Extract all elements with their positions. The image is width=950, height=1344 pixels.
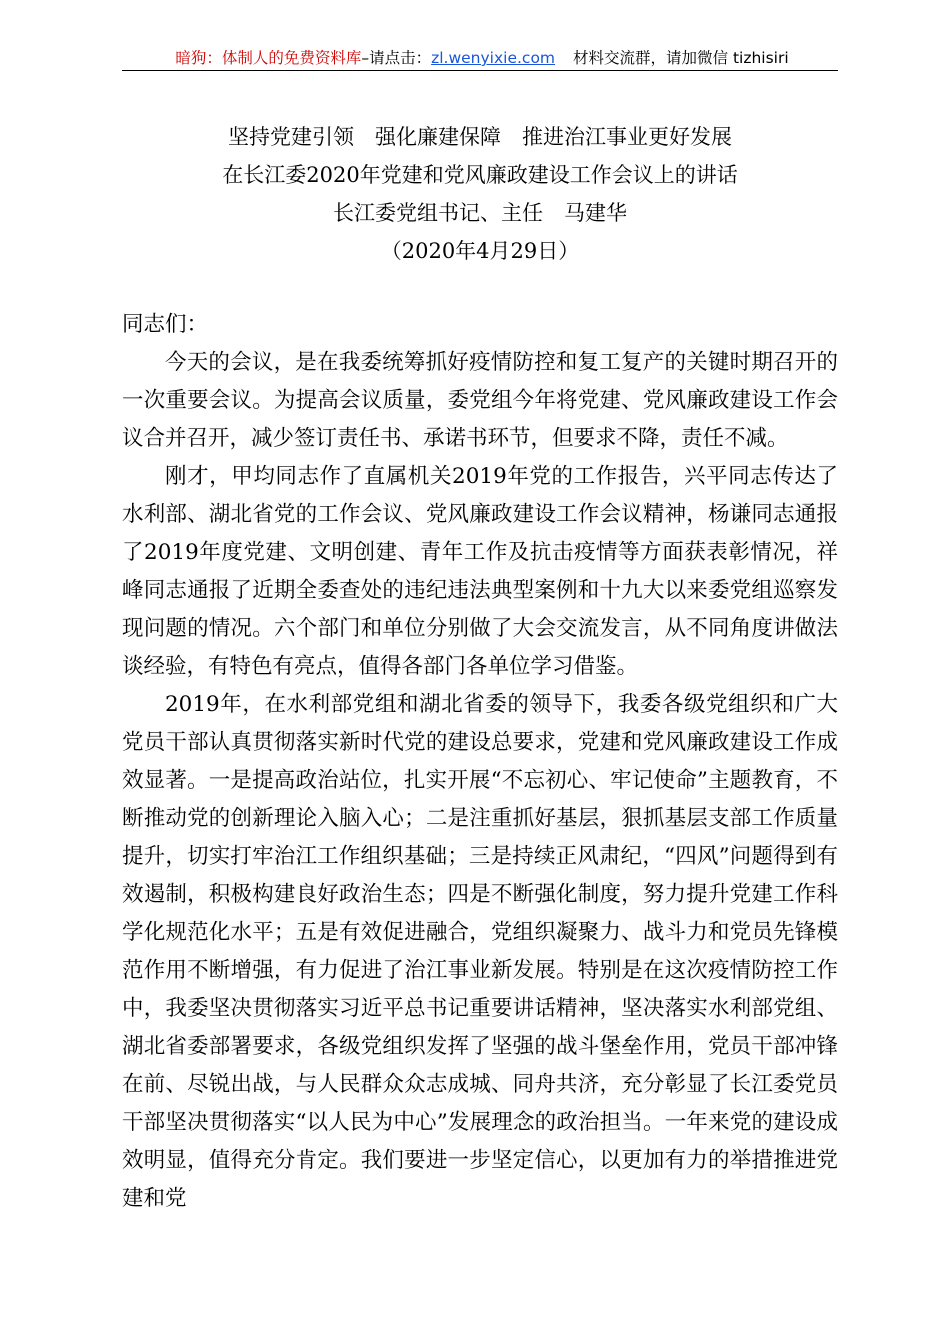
- header-divider: [122, 70, 838, 71]
- salutation: 同志们：: [122, 312, 209, 337]
- document-body: [122, 306, 838, 1218]
- header-brand: 暗狗：体制人的免费资料库: [175, 49, 362, 67]
- page-header: [122, 46, 842, 70]
- document-author: 长江委党组书记、主任 马建华: [333, 201, 627, 225]
- header-link[interactable]: zl.wenyixie.com: [431, 49, 556, 67]
- document-subtitle: 在长江委2020年党建和党风廉政建设工作会议上的讲话: [222, 163, 738, 187]
- paragraph: 刚才，甲均同志作了直属机关2019年党的工作报告，兴平同志传达了水利部、湖北省党的工作会议、党风廉政建设工作会议精神，杨谦同志通报了2019年度党建、文明创建、青年工作及抗击疫情等方面获表彰情况，祥峰同志通报了近期全委查处的违纪违法典型案例和十九大以来委党组巡察发现问题的情况。六个部门和单位分别做了大会交流发言，从不同角度讲做法谈经验，有特色有亮点，值得各部门各单位学习借鉴。: [122, 464, 838, 679]
- header-prompt: –请点击：: [361, 49, 432, 67]
- document-title-block: [122, 118, 838, 270]
- document-title: 坚持党建引领 强化廉建保障 推进治江事业更好发展: [228, 125, 732, 149]
- paragraph: 2019年，在水利部党组和湖北省委的领导下，我委各级党组织和广大党员干部认真贯彻落实新时代党的建设总要求，党建和党风廉政建设工作成效显著。一是提高政治站位，扎实开展“不忘初心、牢记使命”主题教育，不断推动党的创新理论入脑入心；二是注重抓好基层，狠抓基层支部工作质量提升，切实打牢治江工作组织基础；三是持续正风肃纪，“四风”问题得到有效遏制，积极构建良好政治生态；四是不断强化制度，努力提升党建工作科学化规范化水平；五是有效促进融合，党组织凝聚力、战斗力和党员先锋模范作用不断增强，有力促进了治江事业新发展。特别是在这次疫情防控工作中，我委坚决贯彻落实习近平总书记重要讲话精神，坚决落实水利部党组、湖北省委部署要求，各级党组织发挥了坚强的战斗堡垒作用，党员干部冲锋在前、尽锐出战，与人民群众众志成城、同舟共济，充分彰显了长江委党员干部坚决贯彻落实“以人民为中心”发展理念的政治担当。一年来党的建设成效明显，值得充分肯定。我们要进一步坚定信心，以更加有力的举措推进党建和党: [122, 692, 838, 1211]
- paragraph: 今天的会议，是在我委统筹抓好疫情防控和复工复产的关键时期召开的一次重要会议。为提高会议质量，委党组今年将党建、党风廉政建设工作会议合并召开，减少签订责任书、承诺书环节，但要求不降，责任不减。: [122, 350, 838, 451]
- header-note: 材料交流群，请加微信 tizhisiri: [573, 49, 789, 67]
- document-date: （2020年4月29日）: [380, 239, 580, 263]
